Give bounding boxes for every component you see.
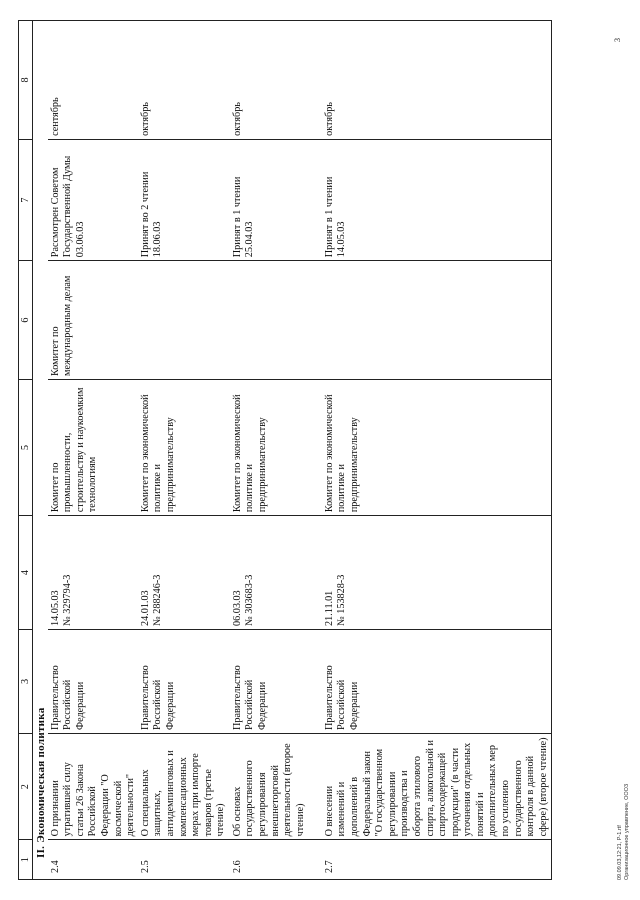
legislation-table [18, 20, 552, 880]
section-title: II. Экономическая политика [35, 707, 47, 858]
table-row [230, 21, 322, 880]
column-number: 5 [19, 380, 33, 516]
submission-date [48, 516, 138, 630]
initiator: Правительство Российской Федерации [230, 630, 322, 734]
co-committee [322, 261, 552, 380]
committee: Комитет по экономической политике и предпринимательству [138, 380, 230, 516]
table-row [322, 21, 552, 880]
column-number: 2 [19, 733, 33, 839]
month: октябрь [322, 21, 552, 140]
committee: Комитет по экономической политике и предпринимательству [322, 380, 552, 516]
initiator: Правительство Российской Федерации [322, 630, 552, 734]
date: 21.11.01 [323, 590, 335, 626]
row-number: 2.6 [230, 840, 322, 880]
column-number: 1 [19, 840, 33, 880]
co-committee [230, 261, 322, 380]
status: Рассмотрен Советом Государственной Думы 03.06.03 [48, 139, 138, 260]
footer-department-line: Организационное управление, ООО3 [623, 783, 630, 880]
page-number: 3 [613, 38, 622, 42]
month: октябрь [138, 21, 230, 140]
reg-number: № 153828-3 [336, 574, 348, 626]
date: 06.03.03 [231, 590, 243, 626]
status: Принят во 2 чтении 18.06.03 [138, 139, 230, 260]
section-row [33, 21, 48, 880]
bill-title: О признании утратившей силу статьи 26 Закона Российской Федерации "О космической деятельности" [48, 733, 138, 839]
row-number: 2.7 [322, 840, 552, 880]
co-committee: Комитет по международным делам [48, 261, 138, 380]
bill-title: О внесении изменений и дополнений в Федеральный закон "О государственном регулировании производства и оборота этилового спирта, алкогольной и спиртосодержащей продукции" (в части уточнения отдельных понятий и дополнительных мер по усилению государственного контроля в данной сфере) (второе чтение) [322, 733, 552, 839]
column-number: 7 [19, 139, 33, 260]
submission-date [138, 516, 230, 630]
bill-title: О специальных защитных, антидемпинговых и компенсационных мерах при импорте товаров (третье чтение) [138, 733, 230, 839]
month: октябрь [230, 21, 322, 140]
row-number: 2.4 [48, 840, 138, 880]
committee: Комитет по промышленности, строительству и наукоемким технологиям [48, 380, 138, 516]
initiator: Правительство Российской Федерации [138, 630, 230, 734]
column-number-row [19, 21, 33, 880]
co-committee [138, 261, 230, 380]
month: сентябрь [48, 21, 138, 140]
column-number: 3 [19, 630, 33, 734]
footer-file-line: 09.09.03,12:21, P-1.rtf [617, 825, 623, 880]
column-number: 6 [19, 261, 33, 380]
row-number: 2.5 [138, 840, 230, 880]
submission-date [230, 516, 322, 630]
reg-number: № 329794-3 [62, 574, 74, 626]
reg-number: № 288246-3 [152, 574, 164, 626]
status: Принят в 1 чтении 25.04.03 [230, 139, 322, 260]
column-number: 8 [19, 21, 33, 140]
submission-date [322, 516, 552, 630]
table-row [138, 21, 230, 880]
date: 24.01.03 [139, 590, 151, 626]
reg-number: № 303683-3 [244, 574, 256, 626]
column-number: 4 [19, 516, 33, 630]
status: Принят в 1 чтении 14.05.03 [322, 139, 552, 260]
document-footer [617, 784, 630, 880]
table-row [48, 21, 138, 880]
date: 14.05.03 [49, 590, 61, 626]
bill-title: Об основах государственного регулирования внешнеторговой деятельности (второе чтение) [230, 733, 322, 839]
committee: Комитет по экономической политике и предпринимательству [230, 380, 322, 516]
initiator: Правительство Российской Федерации [48, 630, 138, 734]
